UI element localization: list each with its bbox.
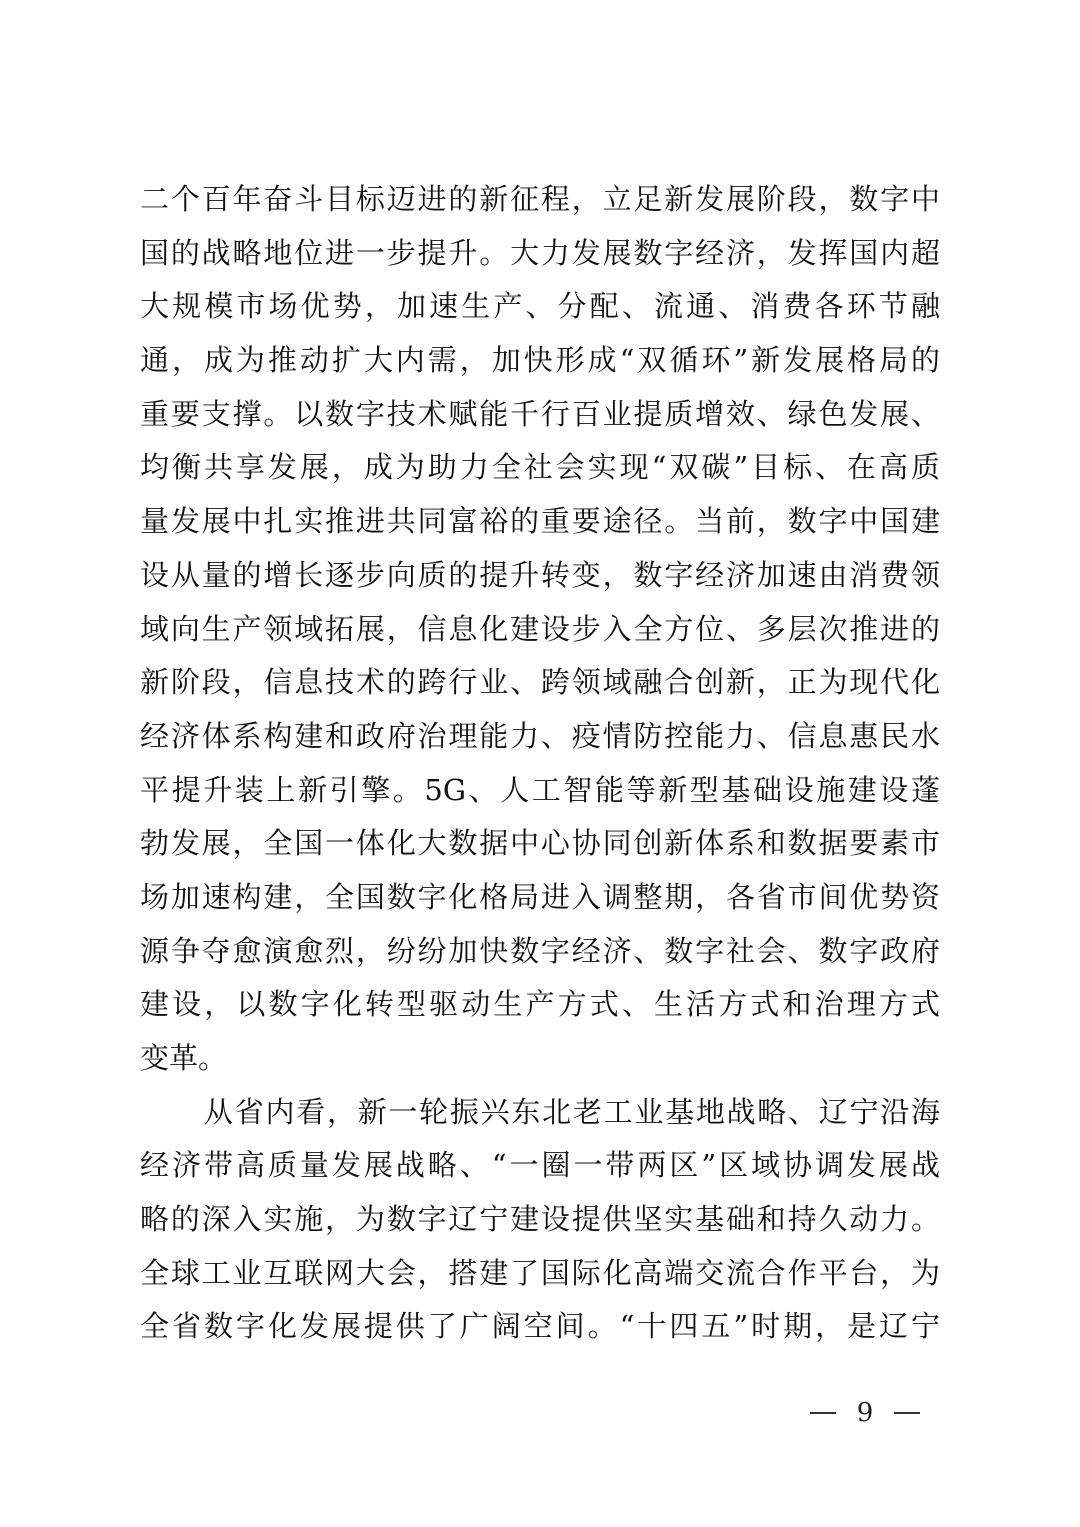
text-line: 全球工业互联网大会，搭建了国际化高端交流合作平台，为 xyxy=(140,1255,940,1290)
right-dash xyxy=(894,1412,920,1414)
paragraph-start-line: 从省内看，新一轮振兴东北老工业基地战略、辽宁沿海 xyxy=(204,1094,940,1129)
text-line: 设从量的增长逐步向质的提升转变，数字经济加速由消费领 xyxy=(140,557,940,592)
text-line: 国的战略地位进一步提升。大力发展数字经济，发挥国内超 xyxy=(140,235,940,270)
text-line: 建设，以数字化转型驱动生产方式、生活方式和治理方式 xyxy=(140,987,940,1022)
text-line: 平提升装上新引擎。5G、人工智能等新型基础设施建设蓬 xyxy=(140,772,940,807)
text-line: 场加速构建，全国数字化格局进入调整期，各省市间优势资 xyxy=(140,879,940,914)
text-line: 大规模市场优势，加速生产、分配、流通、消费各环节融 xyxy=(140,289,940,324)
body-text xyxy=(140,173,940,1354)
paragraph-end-line: 变革。 xyxy=(140,1041,228,1075)
text-line: 二个百年奋斗目标迈进的新征程，立足新发展阶段，数字中 xyxy=(140,182,940,216)
page-footer xyxy=(810,1393,920,1433)
text-line: 新阶段，信息技术的跨行业、跨领域融合创新，正为现代化 xyxy=(140,665,940,700)
page-number: 9 xyxy=(856,1398,874,1428)
text-line: 通，成为推动扩大内需，加快形成“双循环”新发展格局的 xyxy=(140,343,940,378)
text-line: 略的深入实施，为数字辽宁建设提供坚实基础和持久动力。 xyxy=(140,1202,940,1237)
text-line: 量发展中扎实推进共同富裕的重要途径。当前，数字中国建 xyxy=(140,504,940,539)
text-line: 勃发展，全国一体化大数据中心协同创新体系和数据要素市 xyxy=(140,826,940,861)
text-line: 经济体系构建和政府治理能力、疫情防控能力、信息惠民水 xyxy=(140,718,940,753)
left-dash xyxy=(810,1412,836,1414)
text-line: 源争夺愈演愈烈，纷纷加快数字经济、数字社会、数字政府 xyxy=(140,933,940,968)
text-line: 经济带高质量发展战略、“一圈一带两区”区域协调发展战 xyxy=(140,1148,940,1183)
text-line: 全省数字化发展提供了广阔空间。“十四五”时期，是辽宁 xyxy=(140,1309,940,1344)
text-line: 重要支撑。以数字技术赋能千行百业提质增效、绿色发展、 xyxy=(140,396,940,431)
text-line: 均衡共享发展，成为助力全社会实现“双碳”目标、在高质 xyxy=(140,450,940,485)
text-line: 域向生产领域拓展，信息化建设步入全方位、多层次推进的 xyxy=(140,611,940,646)
